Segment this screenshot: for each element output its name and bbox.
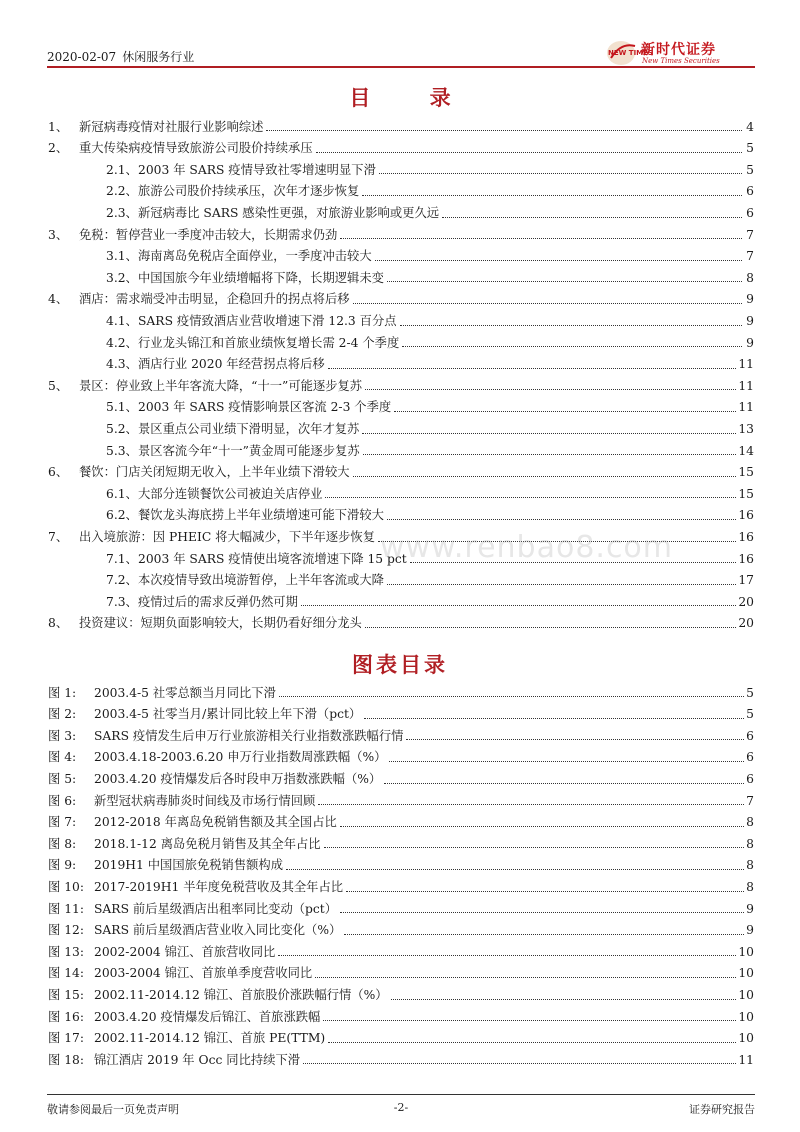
dot-leader <box>344 934 744 935</box>
figure-entry-page: 7 <box>746 793 754 808</box>
figure-entry-number: 图 16: <box>48 1009 84 1024</box>
dot-leader <box>301 605 736 606</box>
dot-leader <box>362 195 742 196</box>
toc-entry-page: 20 <box>738 594 754 609</box>
figure-entry-title: 锦江酒店 2019 年 Occ 同比持续下滑 <box>94 1052 301 1067</box>
figure-entry-title: SARS 前后星级酒店营业收入同比变化（%） <box>94 923 342 938</box>
toc-entry-title: 新冠病毒疫情对社服行业影响综述 <box>79 119 264 134</box>
figure-entry-page: 6 <box>746 772 754 787</box>
figure-entry[interactable] <box>48 898 754 920</box>
dot-leader <box>315 977 736 978</box>
toc-entry-page: 20 <box>738 616 754 631</box>
toc-entry-number: 5.2、 <box>106 421 138 436</box>
figure-entry-number: 图 3: <box>48 728 77 743</box>
toc-entry-title: 免税：暂停营业一季度冲击较大，长期需求仍劲 <box>79 227 338 242</box>
company-logo <box>605 38 755 66</box>
figure-entry-page: 10 <box>738 1031 754 1046</box>
figure-entry[interactable] <box>48 682 754 704</box>
toc-entry[interactable] <box>48 332 754 354</box>
toc-entry-title: 酒店：需求端受冲击明显，企稳回升的拐点将后移 <box>79 292 350 307</box>
figure-entry-title: 2002.11-2014.12 锦江、首旅 PE(TTM) <box>94 1031 326 1046</box>
figure-entry-page: 10 <box>738 944 754 959</box>
dot-leader <box>328 368 737 369</box>
figure-entry-page: 11 <box>738 1052 754 1067</box>
dot-leader <box>387 584 736 585</box>
header-meta <box>47 48 194 65</box>
toc-entry-number: 6.2、 <box>106 508 138 523</box>
toc-entry[interactable] <box>48 289 754 311</box>
toc-entry-number: 7.1、 <box>106 551 138 566</box>
dot-leader <box>406 739 744 740</box>
toc-entry[interactable] <box>48 462 754 484</box>
toc-entry[interactable] <box>48 310 754 332</box>
figure-entry-page: 8 <box>746 858 754 873</box>
toc-entry-page: 13 <box>738 421 754 436</box>
toc-entry[interactable] <box>48 440 754 462</box>
toc-entry-number: 2、 <box>48 141 69 156</box>
toc-entry-title: 重大传染病疫情导致旅游公司股价持续承压 <box>79 141 313 156</box>
toc-entry-title: 景区：停业致上半年客流大降，“十一”可能逐步复苏 <box>79 378 363 393</box>
toc-entry-page: 9 <box>746 313 754 328</box>
toc-entry-title: 新冠病毒比 SARS 感染性更强，对旅游业影响或更久远 <box>138 206 440 221</box>
logo-chinese-name: 新时代证券 <box>641 42 716 58</box>
report-type: 证券研究报告 <box>689 1103 755 1116</box>
figure-entry-number: 图 1: <box>48 685 77 700</box>
toc-entry-title: 行业龙头锦江和首旅业绩恢复增长需 2-4 个季度 <box>138 335 400 350</box>
figure-entry-number: 图 18: <box>48 1052 84 1067</box>
toc-entry[interactable] <box>48 483 754 505</box>
logo-english-name: New Times Securities <box>642 57 720 65</box>
figure-entry-title: 2012-2018 年离岛免税销售额及其全国占比 <box>94 815 337 830</box>
dot-leader <box>303 1063 736 1064</box>
dot-leader <box>389 761 744 762</box>
dot-leader <box>400 325 742 326</box>
toc-entry-page: 8 <box>746 270 754 285</box>
toc-entry-title: 餐饮龙头海底捞上半年业绩增速可能下滑较大 <box>138 508 384 523</box>
header-divider <box>47 66 755 68</box>
figure-entry-title: 2003.4.20 疫情爆发后锦江、首旅涨跌幅 <box>94 1009 321 1024</box>
figure-entry-title: 2002-2004 锦江、首旅营收同比 <box>94 944 276 959</box>
toc-entry[interactable] <box>48 397 754 419</box>
figure-entry[interactable] <box>48 1006 754 1028</box>
toc-entry[interactable] <box>48 267 754 289</box>
figure-entry[interactable] <box>48 747 754 769</box>
toc-entry-title: 旅游公司股价持续承压，次年才逐步恢复 <box>138 184 360 199</box>
figure-entry-page: 5 <box>746 685 754 700</box>
toc-entry[interactable] <box>48 202 754 224</box>
toc-entry-page: 9 <box>746 335 754 350</box>
figure-entry-number: 图 11: <box>48 901 84 916</box>
toc-entry-number: 4.2、 <box>106 335 138 350</box>
figure-entry-title: 2003-2004 锦江、首旅单季度营收同比 <box>94 966 313 981</box>
toc-entry-page: 4 <box>746 119 754 134</box>
figure-entry-page: 8 <box>746 879 754 894</box>
toc-entry-title: 景区客流今年“十一”黄金周可能逐步复苏 <box>138 443 360 458</box>
dot-leader <box>402 346 742 347</box>
toc-entry-number: 3.2、 <box>106 270 138 285</box>
toc-entry-page: 5 <box>746 141 754 156</box>
toc-entry-page: 17 <box>738 573 754 588</box>
disclaimer-note: 敬请参阅最后一页免责声明 <box>47 1103 179 1116</box>
toc-entry-number: 3、 <box>48 227 69 242</box>
toc-entry-page: 11 <box>738 378 754 393</box>
toc-entry-page: 11 <box>738 400 754 415</box>
figure-entry-page: 8 <box>746 815 754 830</box>
figure-entry-number: 图 7: <box>48 815 77 830</box>
toc-entry[interactable] <box>48 418 754 440</box>
dot-leader <box>362 433 736 434</box>
toc-entry-title: 海南离岛免税店全面停业，一季度冲击较大 <box>138 249 372 264</box>
toc-entry[interactable] <box>48 354 754 376</box>
figure-entry-number: 图 17: <box>48 1031 84 1046</box>
new-times-logo-icon <box>605 38 653 66</box>
toc-entry-number: 6.1、 <box>106 486 138 501</box>
industry-name: 休闲服务行业 <box>122 50 195 64</box>
figure-entry[interactable] <box>48 812 754 834</box>
figure-entry[interactable] <box>48 941 754 963</box>
dot-leader <box>340 238 742 239</box>
dot-leader <box>340 912 744 913</box>
figure-entry-title: SARS 疫情发生后申万行业旅游相关行业指数涨跌幅行情 <box>94 728 404 743</box>
dot-leader <box>394 411 736 412</box>
toc-entry-page: 7 <box>746 227 754 242</box>
figure-entry-page: 10 <box>738 987 754 1002</box>
watermark: www.renbao8.com <box>380 530 674 565</box>
dot-leader <box>365 627 737 628</box>
page-number: -2- <box>393 1101 409 1114</box>
dot-leader <box>279 696 744 697</box>
figure-entry-number: 图 9: <box>48 858 77 873</box>
toc-entry-number: 5.1、 <box>106 400 138 415</box>
figure-entry[interactable] <box>48 1028 754 1050</box>
toc-entry-title: 本次疫情导致出境游暂停，上半年客流或大降 <box>138 573 384 588</box>
toc-entry-number: 4.3、 <box>106 357 138 372</box>
figure-entry-number: 图 4: <box>48 750 77 765</box>
figure-entry-number: 图 8: <box>48 836 77 851</box>
toc-entry-number: 2.2、 <box>106 184 138 199</box>
toc-entry[interactable] <box>48 116 754 138</box>
dot-leader <box>364 718 744 719</box>
figure-entry[interactable] <box>48 1049 754 1071</box>
toc-entry-number: 3.1、 <box>106 249 138 264</box>
toc-entry-page: 16 <box>738 551 754 566</box>
toc-entry-title: 投资建议：短期负面影响较大，长期仍看好细分龙头 <box>79 616 362 631</box>
toc-entry-number: 8、 <box>48 616 69 631</box>
toc-entry-title: 餐饮：门店关闭短期无收入，上半年业绩下滑较大 <box>79 465 350 480</box>
toc-entry-title: 景区重点公司业绩下滑明显，次年才复苏 <box>138 421 360 436</box>
toc-heading: 目 录 <box>349 86 477 110</box>
toc-entry[interactable] <box>48 181 754 203</box>
figure-entry-page: 10 <box>738 966 754 981</box>
figure-entry-number: 图 2: <box>48 707 77 722</box>
toc-entry-title: 中国国旅今年业绩增幅将下降，长期逻辑未变 <box>138 270 384 285</box>
toc-entry-number: 4.1、 <box>106 313 138 328</box>
dot-leader <box>387 519 736 520</box>
dot-leader <box>353 303 742 304</box>
logo-mark-text: NEW TIMES <box>608 49 653 57</box>
figure-entry[interactable] <box>48 704 754 726</box>
toc-entry[interactable] <box>48 505 754 527</box>
toc-entry-number: 7.2、 <box>106 573 138 588</box>
figure-list-heading: 图表目录 <box>352 653 448 677</box>
toc-entry[interactable] <box>48 613 754 635</box>
figure-entry[interactable] <box>48 833 754 855</box>
figure-entry-page: 8 <box>746 836 754 851</box>
toc-entry-number: 2.1、 <box>106 162 138 177</box>
figure-entry-title: 2003.4.18-2003.6.20 申万行业指数周涨跌幅（%） <box>94 750 387 765</box>
figure-entry-page: 5 <box>746 707 754 722</box>
report-date: 2020-02-07 <box>47 50 117 64</box>
dot-leader <box>323 1020 736 1021</box>
figure-entry-page: 10 <box>738 1009 754 1024</box>
toc-entry-number: 1、 <box>48 119 69 134</box>
dot-leader <box>278 955 736 956</box>
figure-entry[interactable] <box>48 855 754 877</box>
toc-entry-page: 9 <box>746 292 754 307</box>
figure-entry-title: 2003.4.20 疫情爆发后各时段申万指数涨跌幅（%） <box>94 772 382 787</box>
figure-entry-number: 图 14: <box>48 966 84 981</box>
figure-entry-number: 图 12: <box>48 923 84 938</box>
toc-entry-title: 2003 年 SARS 疫情影响景区客流 2-3 个季度 <box>138 400 392 415</box>
dot-leader <box>286 869 744 870</box>
toc-entry-title: 酒店行业 2020 年经营拐点将后移 <box>138 357 325 372</box>
dot-leader <box>328 1042 736 1043</box>
dot-leader <box>387 281 742 282</box>
toc-entry-title: SARS 疫情致酒店业营收增速下滑 12.3 百分点 <box>138 313 397 328</box>
dot-leader <box>318 804 744 805</box>
figure-entry[interactable] <box>48 876 754 898</box>
toc-entry[interactable] <box>48 375 754 397</box>
figure-entry-page: 6 <box>746 728 754 743</box>
toc-entry-page: 11 <box>738 357 754 372</box>
figure-entry-page: 6 <box>746 750 754 765</box>
dot-leader <box>325 497 736 498</box>
toc-entry[interactable] <box>48 569 754 591</box>
page-header <box>47 38 755 66</box>
figure-entry[interactable] <box>48 768 754 790</box>
dot-leader <box>384 783 744 784</box>
toc-entry-page: 14 <box>738 443 754 458</box>
dot-leader <box>375 260 742 261</box>
figure-entry-title: 2018.1-12 离岛免税月销售及其全年占比 <box>94 836 321 851</box>
toc-entry[interactable] <box>48 591 754 613</box>
toc-entry-title: 疫情过后的需求反弹仍然可期 <box>138 594 298 609</box>
figure-entry-page: 9 <box>746 923 754 938</box>
toc-entry-number: 5、 <box>48 378 69 393</box>
dot-leader <box>365 389 736 390</box>
dot-leader <box>379 173 742 174</box>
toc-entry-page: 7 <box>746 249 754 264</box>
toc-entry-title: 2003 年 SARS 疫情导致社零增速明显下滑 <box>138 162 376 177</box>
dot-leader <box>442 217 742 218</box>
toc-entry-number: 6、 <box>48 465 69 480</box>
toc-entry-title: 出入境旅游：因 PHEIC 将大幅减少，下半年逐步恢复 <box>79 529 375 544</box>
figure-entry-number: 图 10: <box>48 879 84 894</box>
figure-entry[interactable] <box>48 984 754 1006</box>
dot-leader <box>346 891 744 892</box>
toc-entry-page: 16 <box>738 529 754 544</box>
figure-entry-page: 9 <box>746 901 754 916</box>
figure-list <box>48 682 754 1071</box>
toc-entry[interactable] <box>48 224 754 246</box>
toc-entry-number: 4、 <box>48 292 69 307</box>
figure-entry-title: 2002.11-2014.12 锦江、首旅股价涨跌幅行情（%） <box>94 987 388 1002</box>
toc-entry-title: 2003 年 SARS 疫情使出境客流增速下降 15 pct <box>138 551 407 566</box>
figure-entry-number: 图 6: <box>48 793 77 808</box>
toc-entry-page: 6 <box>746 184 754 199</box>
figure-entry-title: 2003.4-5 社零总额当月同比下滑 <box>94 685 276 700</box>
dot-leader <box>353 476 737 477</box>
figure-entry-title: 新型冠状病毒肺炎时间线及市场行情回顾 <box>94 793 316 808</box>
toc-entry-page: 6 <box>746 206 754 221</box>
figure-entry-title: 2017-2019H1 半年度免税营收及其全年占比 <box>94 879 344 894</box>
toc-entry[interactable] <box>48 159 754 181</box>
toc-entry-number: 7.3、 <box>106 594 138 609</box>
dot-leader <box>324 847 745 848</box>
dot-leader <box>391 999 737 1000</box>
figure-entry-number: 图 5: <box>48 772 77 787</box>
toc-entry-number: 5.3、 <box>106 443 138 458</box>
figure-entry-number: 图 15: <box>48 987 84 1002</box>
toc-entry-title: 大部分连锁餐饮公司被迫关店停业 <box>138 486 323 501</box>
figure-entry-title: 2019H1 中国国旅免税销售额构成 <box>94 858 284 873</box>
page-footer <box>47 1101 755 1117</box>
toc-entry-number: 7、 <box>48 529 69 544</box>
figure-entry[interactable] <box>48 920 754 942</box>
figure-entry-number: 图 13: <box>48 944 84 959</box>
dot-leader <box>340 826 744 827</box>
figure-entry-title: SARS 前后星级酒店出租率同比变动（pct） <box>94 901 338 916</box>
toc-entry-page: 15 <box>738 465 754 480</box>
toc-entry-page: 5 <box>746 162 754 177</box>
toc-entry[interactable] <box>48 138 754 160</box>
figure-entry[interactable] <box>48 790 754 812</box>
figure-entry[interactable] <box>48 725 754 747</box>
toc-entry-page: 16 <box>738 508 754 523</box>
dot-leader <box>316 152 742 153</box>
figure-entry[interactable] <box>48 963 754 985</box>
toc-entry-page: 15 <box>738 486 754 501</box>
footer-divider <box>47 1094 755 1095</box>
dot-leader <box>363 454 737 455</box>
figure-entry-title: 2003.4-5 社零当月/累计同比较上年下滑（pct） <box>94 707 362 722</box>
dot-leader <box>266 130 742 131</box>
toc-entry-number: 2.3、 <box>106 206 138 221</box>
toc-entry[interactable] <box>48 246 754 268</box>
